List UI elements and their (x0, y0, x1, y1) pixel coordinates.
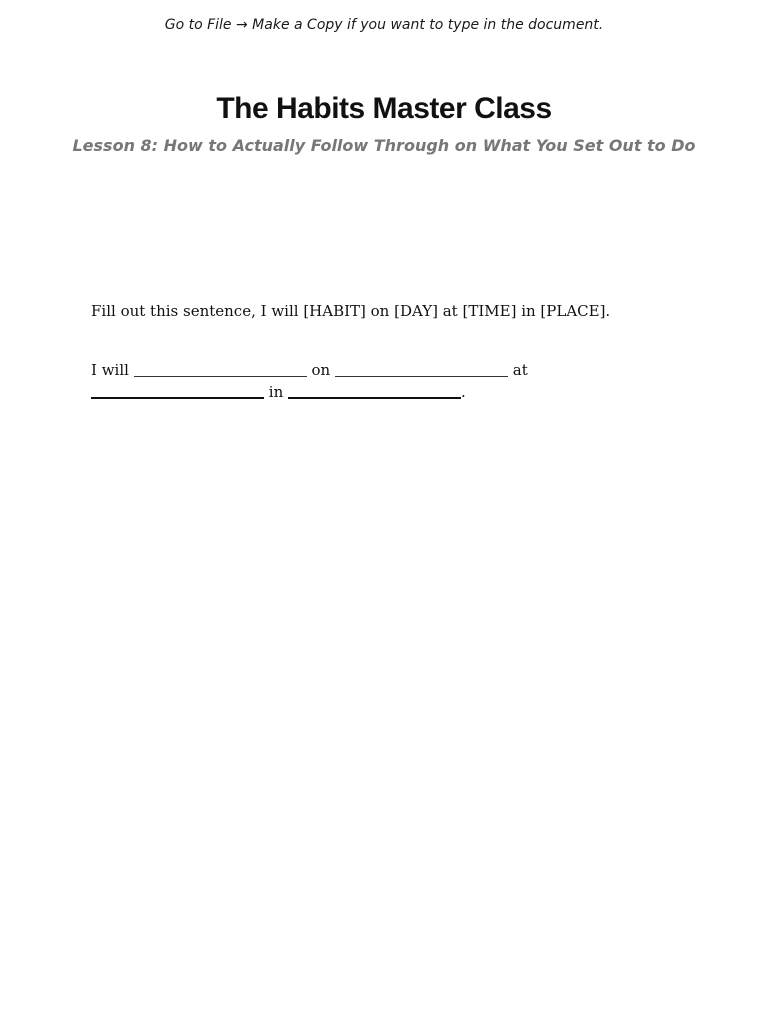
page-title: The Habits Master Class (216, 92, 552, 125)
sentence-period: . (461, 383, 466, 401)
lesson-subtitle: Lesson 8: How to Actually Follow Through on What You Set Out to Do (72, 136, 696, 155)
instruction-text: Fill out this sentence, I will [HABIT] on [DAY] at [TIME] in [PLACE]. (91, 302, 611, 320)
word-on: on (311, 361, 331, 379)
fill-in-sentence-line-2 (91, 381, 466, 403)
habit-blank[interactable] (134, 362, 307, 377)
word-at: at (512, 361, 528, 379)
place-blank[interactable] (288, 383, 461, 399)
word-i-will: I will (91, 361, 129, 379)
fill-in-sentence-line-1 (91, 360, 528, 381)
copy-notice: Go to File → Make a Copy if you want to type in the document. (164, 17, 604, 33)
day-blank[interactable] (335, 362, 508, 377)
word-in: in (268, 383, 284, 401)
time-blank[interactable] (91, 383, 264, 399)
